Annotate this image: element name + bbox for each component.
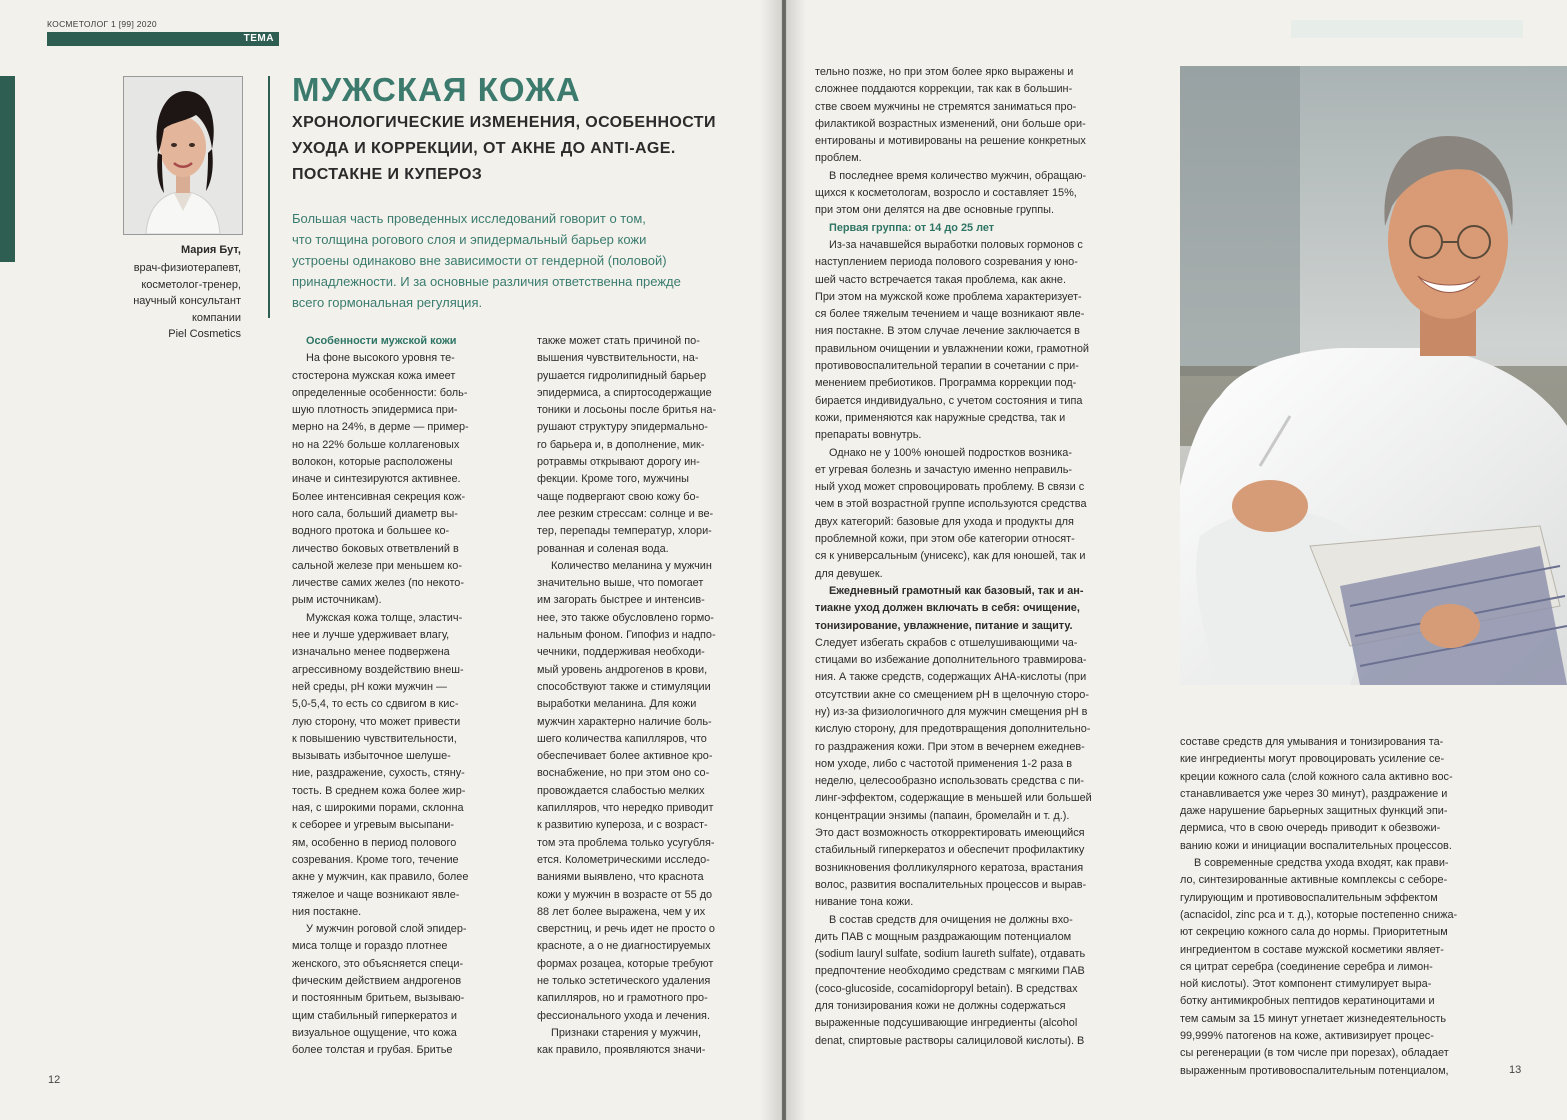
text-line: им загорать быстрее и интенсив- (537, 594, 705, 607)
text-line: Мужская кожа толще, эластич- (306, 611, 463, 624)
text-line: провождается слабостью мелких (537, 784, 705, 797)
text-line: составе средств для умывания и тонизирования та- (1180, 736, 1444, 748)
text-line: способствуют также и стимуляции (537, 680, 711, 693)
article-lead (292, 208, 762, 313)
text-line: обеспечивает более активное кро- (537, 750, 713, 763)
text-line: ном уходе, либо с частотой применения 1-2 раза в (815, 757, 1073, 770)
text-line: нивание тона кожи. (815, 896, 914, 909)
section-heading: Первая группа: от 14 до 25 лет (829, 221, 995, 234)
text-line: волокон, которые расположены (292, 456, 453, 469)
text-line: ваниями выявлено, что краснота (537, 871, 704, 884)
text-line: ный уход может спровоцировать проблему. В связи с (815, 481, 1085, 494)
show-through-band (1291, 20, 1523, 38)
text-line: Ежедневный грамотный как базовый, так и ан- (829, 584, 1084, 597)
text-line: тиакне уход должен включать в себя: очищение, (815, 602, 1080, 615)
text-line: личество боковых ответвлений в (292, 542, 459, 555)
text-line: 88 лет более выражена, чем у их (537, 905, 706, 918)
text-line: ло, синтезированные активные комплексы с себоре- (1180, 874, 1448, 887)
text-line: формах розацеа, которые требуют (537, 957, 714, 970)
text-line: ся более тяжелым течением и чаще возникают явле- (815, 308, 1085, 321)
text-line: Признаки старения у мужчин, (551, 1026, 702, 1039)
text-line: Количество меланина у мужчин (551, 559, 712, 572)
text-line: выработки меланина. Для кожи (537, 698, 697, 711)
text-line: сы регенерации (в том числе при порезах), обладает (1180, 1047, 1449, 1060)
text-line: denat, спиртовые растворы салициловой кислоты). В (815, 1034, 1085, 1047)
author-role-line: Piel Cosmetics (168, 328, 241, 340)
text-line: том эта проблема только усугубля- (537, 836, 715, 849)
text-line: (sodium lauryl sulfate, sodium laureth sulfate), отдавать (815, 948, 1086, 961)
man-portrait-image (1180, 66, 1567, 685)
text-line: созревания. Кроме того, течение (292, 853, 459, 866)
text-line: выраженные подсушивающие ингредиенты (alcohol (815, 1017, 1078, 1030)
text-line: правильном очищении и увлажнении кожи, грамотной (815, 342, 1090, 355)
text-line: сальной железе при меньшем ко- (292, 559, 462, 572)
text-line: го раздражения кожи. При этом в вечернем ежеднев- (815, 740, 1085, 753)
text-line: личестве самих желез (по некото- (292, 577, 464, 590)
author-photo (123, 76, 243, 235)
text-line: чем в этой возрастной группе используются средства (815, 498, 1087, 511)
lead-line: что толщина рогового слоя и эпидермальный барьер кожи (292, 232, 647, 247)
text-line: ну) из-за физиологичного для мужчин смещения pH в (815, 705, 1088, 718)
text-line: рованная и соленая вода. (537, 542, 669, 555)
author-role (71, 260, 241, 343)
text-line: тер, перепады температур, хлори- (537, 525, 712, 538)
text-line: определенные особенности: боль- (292, 386, 468, 399)
text-line: вышения чувствительности, на- (537, 352, 699, 365)
text-line: кие ингредиенты могут провоцировать усиление се- (1180, 753, 1445, 766)
text-line: ния постакне. В этом случае лечение заключается в (815, 325, 1080, 338)
lead-line: принадлежности. И за основные различия ответственна прежде (292, 274, 681, 289)
text-line: волос, развития воспалительных процессов и вырав- (815, 878, 1087, 891)
left-page (0, 0, 782, 1120)
text-line: рушается гидролипидный барьер (537, 369, 707, 382)
author-role-line: врач-физиотерапевт, (133, 262, 241, 274)
text-line: мерно на 24%, в дерме — пример- (292, 421, 469, 434)
article-title: МУЖСКАЯ КОЖА (292, 71, 581, 108)
text-line: для девушек. (815, 567, 883, 580)
text-line: Более интенсивная секреция кож- (292, 490, 466, 503)
text-line: также может стать причиной по- (537, 335, 700, 347)
text-line: щим стабильный гиперкератоз и (292, 1009, 458, 1022)
author-portrait-image (124, 77, 242, 234)
text-line: стабильный гиперкератоз и обеспечит профилактику (815, 844, 1085, 857)
text-line: акне у мужчин, как правило, более (292, 871, 469, 884)
subtitle-line: УХОДА И КОРРЕКЦИИ, ОТ АКНЕ ДО ANTI-AGE. (292, 140, 676, 157)
text-line: линг-эффектом, содержащие в меньшей или большей (815, 792, 1092, 805)
text-line: двух категорий: базовые для ухода и продукты для (815, 515, 1074, 528)
text-line: концентрации энзимы (папаин, бромелайн и т. д.). (815, 809, 1070, 822)
lead-line: всего гормональная регуляция. (292, 295, 483, 310)
text-line: капилляров, что нередко приводит (537, 802, 714, 815)
text-line: На фоне высокого уровня те- (306, 352, 455, 365)
text-line: Однако не у 100% юношей подростков возника- (829, 446, 1072, 459)
edge-accent-bar (0, 76, 15, 262)
text-line: тельно позже, но при этом более ярко выражены и (815, 66, 1074, 78)
text-line: тость. В среднем кожа более жир- (292, 784, 466, 797)
text-line: ингредиентом в составе мужской косметики являет- (1180, 943, 1444, 956)
text-line: ентированы и мотивированы на решение конкретных (815, 135, 1086, 148)
lead-line: устроены одинаково вне зависимости от гендерной (половой) (292, 253, 667, 268)
text-line: сверстниц, и речь идет не просто о (537, 923, 715, 936)
text-line: ют секрецию кожного сала до нормы. Приоритетным (1180, 926, 1448, 939)
text-line: ние, раздражение, сухость, стяну- (292, 767, 465, 780)
text-line: ет угревая болезнь и зачастую именно неправиль- (815, 463, 1073, 476)
text-line: рым источникам). (292, 594, 382, 607)
subtitle-line: ПОСТАКНЕ И КУПЕРОЗ (292, 166, 483, 183)
text-line: противовоспалительной терапии в сочетании с при- (815, 360, 1079, 373)
text-line: даже нарушение барьерных защитных функций эпи- (1180, 805, 1448, 818)
text-line: при этом они делятся на две основные группы. (815, 204, 1055, 217)
text-column-1 (292, 333, 512, 1059)
text-line: чечники, поддерживая необходи- (537, 646, 705, 659)
text-line: и постоянным бритьем, вызываю- (292, 992, 465, 1005)
text-line: При этом на мужской коже проблема характеризует- (815, 290, 1082, 303)
text-line: проблем. (815, 152, 862, 165)
text-line: значительно выше, что помогает (537, 577, 704, 590)
text-line: рушают структуру эпидермально- (537, 421, 708, 434)
text-line: тонизирование, увлажнение, питание и защиту. (815, 619, 1073, 632)
text-line: нальным фоном. Гипофиз и надпо- (537, 629, 716, 642)
text-line: фекции. Кроме того, мужчины (537, 473, 689, 486)
section-bar (47, 32, 279, 46)
text-line: ется. Колометрическими исследо- (537, 853, 710, 866)
text-line: визуальное ощущение, что кожа (292, 1026, 457, 1039)
text-line: нее, это также обусловлено гормо- (537, 611, 714, 624)
text-line: вызывать избыточное шелуше- (292, 750, 451, 763)
text-line: кислую сторону, для предотвращения дополнительно- (815, 723, 1091, 736)
text-column-3 (815, 64, 1155, 1050)
text-line: креции кожного сала (слой кожного сала активно вос- (1180, 770, 1453, 783)
text-line: шую плотность эпидермиса при- (292, 404, 458, 417)
author-role-line: научный консультант (133, 295, 241, 307)
text-line: ротравмы открывают дорогу ин- (537, 456, 700, 469)
text-line: Это даст возможность откорректировать имеющийся (815, 827, 1085, 840)
text-line: лую сторону, что может привести (292, 715, 461, 728)
text-line: чаще подвергают свою кожу бо- (537, 490, 700, 503)
title-rule (268, 76, 270, 318)
text-line: тем самым за 15 минут угнетает жизнедеятельность (1180, 1012, 1447, 1025)
man-photo (1180, 66, 1567, 685)
text-line: станавливается уже через 30 минут), раздражение и (1180, 787, 1448, 800)
text-line: У мужчин роговой слой эпидер- (306, 923, 467, 936)
text-line: воснабжение, но при этом оно со- (537, 767, 710, 780)
lead-line: Большая часть проведенных исследований говорит о том, (292, 211, 646, 226)
text-line: препараты вовнутрь. (815, 429, 922, 442)
right-page (786, 0, 1567, 1120)
text-line: ней среды, pH кожи мужчин — (292, 680, 447, 693)
text-line: изначально менее подвержена (292, 646, 450, 659)
text-line: тяжелое и чаще возникают явле- (292, 888, 460, 901)
text-line: ная, с широкими порами, склонна (292, 802, 464, 815)
text-line: эпидермиса, а спиртосодержащие (537, 386, 712, 399)
text-line: го барьера и, в дополнение, мик- (537, 438, 705, 451)
text-line: красноте, а о не диагностируемых (537, 940, 711, 953)
text-line: не только эстетического удаления (537, 974, 711, 987)
text-line: менением пребиотиков. Программа коррекции под- (815, 377, 1077, 390)
text-line: проблемной кожи, при этом обе категории относят- (815, 533, 1075, 546)
text-line: сложнее поддаются коррекции, так как в большин- (815, 83, 1073, 96)
author-role-line: косметолог-тренер, (141, 278, 241, 291)
text-line: мый уровень андрогенов в крови, (537, 663, 708, 676)
text-line: мужчин характерно наличие боль- (537, 715, 712, 728)
subtitle-line: ХРОНОЛОГИЧЕСКИЕ ИЗМЕНЕНИЯ, ОСОБЕННОСТИ (292, 114, 716, 131)
text-line: 99,999% патогенов на коже, активизирует процес- (1180, 1030, 1434, 1043)
author-role-line: компании (191, 311, 241, 324)
text-line: дермиса, что в свою очередь приводит к обезвожи- (1180, 822, 1441, 835)
text-line: фессионального ухода и лечения. (537, 1009, 710, 1022)
text-column-2 (537, 333, 757, 1059)
text-line: ной кислоты). Этот компонент стимулирует выра- (1180, 978, 1432, 991)
text-line: ям, особенно в период полового (292, 836, 457, 849)
text-line: ванию кожи и инициации воспалительных процессов. (1180, 839, 1452, 852)
section-heading: Особенности мужской кожи (306, 335, 457, 347)
text-line: водного протока и большее ко- (292, 525, 450, 538)
text-line: отсутствии акне со смещением pH в щелочную сторо- (815, 688, 1089, 701)
text-line: более толстая и грубая. Бритье (292, 1044, 453, 1057)
section-label: ТЕМА (243, 33, 274, 44)
text-line: дить ПАВ с мощным раздражающим потенциалом (815, 930, 1072, 943)
text-line: шей часто встречается такая проблема, как акне. (815, 273, 1066, 286)
text-line: Следует избегать скрабов с отшелушивающими ча- (815, 636, 1078, 649)
text-line: но на 22% больше коллагеновых (292, 438, 460, 451)
text-line: стицами во избежание дополнительного травмирова- (815, 654, 1087, 667)
text-line: агрессивному воздействию внеш- (292, 663, 464, 676)
text-line: к повышению чувствительности, (292, 732, 457, 745)
text-line: как правило, проявляются значи- (537, 1044, 706, 1057)
author-name: Мария Бут, (180, 244, 241, 256)
text-line: гулирующим и противовоспалительным эффектом (1180, 891, 1438, 904)
text-line: щихся к косметологам, возросло и составляет 15%, (815, 187, 1077, 200)
text-line: возникновения фолликулярного кератоза, врастания (815, 861, 1084, 874)
text-column-4 (1180, 734, 1525, 1080)
text-line: неделю, целесообразно использовать средства с пи- (815, 775, 1084, 788)
text-line: ся цитрат серебра (соединение серебра и лимон- (1180, 960, 1433, 973)
text-line: тоники и лосьоны после бритья на- (537, 404, 717, 417)
text-line: (coco-glucoside, cocamidopropyl betain). В средствах (815, 982, 1078, 995)
text-line: к развитию купероза, и с возраст- (537, 819, 708, 832)
text-line: филактикой возрастных изменений, они больше ори- (815, 117, 1086, 130)
text-line: В последнее время количество мужчин, обращаю- (829, 169, 1087, 182)
text-line: капилляров, но и грамотного про- (537, 992, 708, 1005)
text-line: 5,0-5,4, то есть со сдвигом в кис- (292, 698, 459, 711)
page-number: 13 (1509, 1064, 1522, 1076)
page-number: 12 (48, 1074, 61, 1086)
text-line: кожи у мужчин в возрасте от 55 до (537, 888, 713, 901)
text-line: В современные средства ухода входят, как прави- (1194, 857, 1449, 870)
text-line: ся к универсальным (унисекс), как для юношей, так и (815, 550, 1086, 563)
text-line: наступлением периода полового созревания у юно- (815, 256, 1078, 269)
text-line: ния постакне. (292, 905, 362, 918)
text-line: стве своем мужчины не стремятся заниматься про- (815, 100, 1077, 113)
text-line: (acnacidol, zinc pca и т. д.), которые постепенно снижа- (1180, 908, 1458, 921)
text-line: кожи, применяются как наружные средства, так и (815, 411, 1066, 424)
running-head: КОСМЕТОЛОГ 1 [99] 2020 (47, 19, 157, 29)
text-line: В состав средств для очищения не должны вхо- (829, 913, 1073, 926)
text-line: лее резким стрессам: солнце и ве- (537, 507, 714, 520)
text-line: бирается индивидуально, с учетом состояния и типа (815, 394, 1083, 407)
text-line: Из-за начавшейся выработки половых гормонов с (829, 238, 1083, 251)
text-line: ботку антимикробных пептидов кератиноцитами и (1180, 995, 1435, 1008)
text-line: иначе и синтезируются активнее. (292, 473, 461, 486)
text-line: для тонизирования кожи не должны содержаться (815, 1000, 1066, 1013)
text-line: фическим действием андрогенов (292, 974, 462, 987)
text-line: к себорее и угревым высыпани- (292, 819, 454, 832)
text-line: шего количества капилляров, что (537, 732, 707, 745)
text-line: ния. А также средств, содержащих АНА-кислоты (при (815, 671, 1087, 684)
article-subtitle (292, 110, 762, 188)
text-line: предпочтение необходимо средствам с мягкими ПАВ (815, 965, 1085, 978)
text-line: женского, это объясняется специ- (292, 957, 464, 970)
text-line: выраженным противовоспалительным потенциалом, (1180, 1064, 1449, 1077)
text-line: стостерона мужская кожа имеет (292, 369, 456, 382)
text-line: миса толще и гораздо плотнее (292, 940, 448, 953)
text-line: ного сала, больший диаметр вы- (292, 507, 458, 520)
text-line: нее и лучше удерживает влагу, (292, 629, 450, 642)
